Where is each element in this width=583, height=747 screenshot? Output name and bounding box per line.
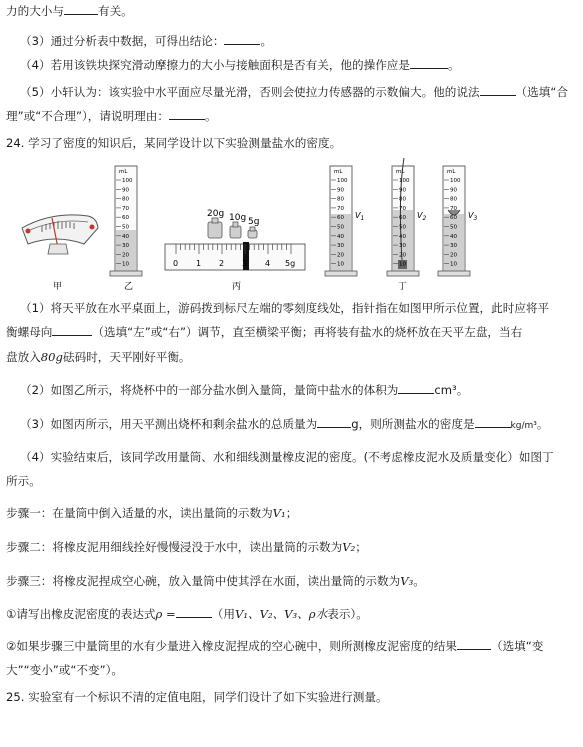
q24-sub1: ①请写出橡皮泥密度的表达式ρ = （用V₁、V₂、V₃、ρ水表示）。 — [6, 607, 368, 621]
q24-item4-a: （4）实验结束后，该同学改用量筒、水和细线测量橡皮泥的密度。(不考虑橡皮泥水及质量变化）如图丁 — [20, 450, 554, 464]
cylinder-tick-label: 90 — [399, 187, 406, 194]
cylinder-tick-label: 40 — [450, 233, 457, 240]
answer-blank[interactable] — [52, 324, 92, 336]
q23-item4: （4）若用该铁块探究滑动摩擦力的大小与接触面积是否有关，他的操作应是 。 — [20, 58, 460, 72]
cylinder-tick-label: 100 — [450, 178, 461, 184]
label-v2: $V_2$ — [417, 211, 427, 222]
q24-step3: 步骤三：将橡皮泥捏成空心碗，放入量筒中使其浮在水面，读出量筒的示数为V₃。 — [6, 574, 425, 588]
q24-step1: 步骤一：在量筒中倒入适量的水，读出量筒的示数为V₁； — [6, 506, 298, 520]
cylinder-tick-label: 30 — [337, 243, 344, 250]
svg-text:mL: mL — [396, 169, 405, 175]
ruler-tick-3: 3 — [242, 259, 248, 268]
cylinder-tick-label: 60 — [450, 215, 457, 222]
label-ding: 丁 — [398, 282, 408, 292]
svg-text:mL: mL — [119, 169, 128, 175]
q24-sub2-a: ②如果步骤三中量筒里的水有少量进入橡皮泥捏成的空心碗中，则所测橡皮泥密度的结果 （选填“变 — [6, 639, 544, 653]
cylinder-tick-label: 40 — [399, 233, 406, 240]
q24-sub2-b: 大”“变小”或“不变”）。 — [6, 663, 123, 677]
answer-blank[interactable] — [410, 57, 448, 69]
cylinder-tick-label: 50 — [122, 224, 129, 231]
weight-5g: 5g — [248, 217, 260, 227]
q24-item4-b: 所示。 — [6, 474, 41, 488]
cylinder-tick-label: 20 — [122, 252, 129, 259]
q24-item1-a: （1）将天平放在水平桌面上，游码拨到标尺左端的零刻度线处，指针指在如图甲所示位置，此时应将平 — [20, 301, 550, 315]
weight-20g: 20g — [207, 209, 225, 219]
cylinder-tick-label: 70 — [450, 205, 457, 212]
answer-blank[interactable] — [169, 108, 205, 120]
answer-blank[interactable] — [64, 3, 98, 15]
cylinder-tick-label: 80 — [450, 196, 457, 203]
cylinder-tick-label: 90 — [450, 187, 457, 194]
balance-dial — [22, 215, 98, 254]
cylinder-tick-label: 100 — [337, 178, 348, 184]
cylinder-tick-label: 10 — [399, 261, 406, 268]
answer-blank[interactable] — [224, 33, 260, 45]
ruler-tick-0: 0 — [173, 259, 179, 268]
answer-blank[interactable] — [475, 416, 511, 428]
q24-step2: 步骤二：将橡皮泥用细线拴好慢慢浸没于水中，读出量筒的示数为V₂； — [6, 540, 367, 554]
q24-title: 24. 学习了密度的知识后，某同学设计以下实验测量盐水的密度。 — [6, 136, 342, 150]
label-v3: $V_3$ — [468, 211, 478, 222]
experiment-figure — [0, 156, 583, 296]
q24-item1-d: 盘放入80g砝码时，天平刚好平衡。 — [6, 350, 191, 364]
cylinder-tick-label: 60 — [399, 215, 406, 222]
cylinder-tick-label: 10 — [450, 261, 457, 268]
label-yi: 乙 — [124, 282, 134, 292]
cylinder-tick-label: 30 — [122, 243, 129, 250]
ruler-tick-5: 5g — [285, 259, 296, 268]
weight-10g: 10g — [229, 213, 247, 223]
answer-blank[interactable] — [176, 606, 212, 618]
q25-title: 25. 实验室有一个标识不清的定值电阻，同学们设计了如下实验进行测量。 — [6, 690, 388, 704]
label-v1: $V_1$ — [355, 211, 365, 222]
cylinder-tick-label: 40 — [337, 233, 344, 240]
cylinder-tick-label: 50 — [337, 224, 344, 231]
cylinder-tick-label: 30 — [399, 243, 406, 250]
cylinder-tick-label: 10 — [122, 261, 129, 268]
cylinder-tick-label: 60 — [122, 215, 129, 222]
cylinder-tick-label: 50 — [450, 224, 457, 231]
answer-blank[interactable] — [398, 382, 434, 394]
cylinder-tick-label: 20 — [450, 252, 457, 259]
ruler-tick-2: 2 — [219, 259, 225, 268]
cylinder-tick-label: 80 — [399, 196, 406, 203]
ruler — [165, 242, 305, 270]
q23-line0: 力的大小与 有关。 — [6, 4, 133, 18]
cylinder-tick-label: 90 — [122, 187, 129, 194]
cylinder-tick-label: 40 — [122, 233, 129, 240]
cylinder-tick-label: 20 — [399, 252, 406, 259]
cylinder-tick-label: 80 — [337, 196, 344, 203]
ruler-tick-1: 1 — [196, 259, 202, 268]
cylinder-tick-label: 50 — [399, 224, 406, 231]
label-bing: 丙 — [232, 282, 242, 292]
answer-blank[interactable] — [317, 416, 351, 428]
svg-text:mL: mL — [334, 169, 343, 175]
ruler-tick-4: 4 — [265, 259, 271, 268]
cylinder-tick-label: 30 — [450, 243, 457, 250]
q23-item5-cont: 理”或“不合理”），请说明理由： 。 — [6, 109, 217, 123]
cylinder-tick-label: 70 — [399, 205, 406, 212]
svg-text:mL: mL — [447, 169, 456, 175]
q23-item3: （3）通过分析表中数据，可得出结论： 。 — [20, 34, 273, 48]
cylinder-tick-label: 10 — [337, 261, 344, 268]
q24-item2: （2）如图乙所示，将烧杯中的一部分盐水倒入量筒，量筒中盐水的体积为 cm³。 — [20, 383, 469, 397]
cylinder-tick-label: 100 — [122, 178, 133, 184]
cylinder-tick-label: 20 — [337, 252, 344, 259]
cylinder-tick-label: 70 — [337, 205, 344, 212]
cylinder-tick-label: 90 — [337, 187, 344, 194]
cylinder-tick-label: 60 — [337, 215, 344, 222]
q23-item5: （5）小轩认为：该实验中水平面应尽量光滑，否则会使拉力传感器的示数偏大。他的说法 （选填“合 — [20, 85, 568, 99]
q24-item3: （3）如图丙所示，用天平测出烧杯和剩余盐水的总质量为 g，则所测盐水的密度是 kg/m³。 — [20, 417, 549, 431]
answer-blank[interactable] — [480, 84, 516, 96]
q24-item1-b: 衡螺母向 （选填“左”或“右”）调节，直至横梁平衡；再将装有盐水的烧杯放在天平左盘，当右 — [6, 325, 523, 339]
cylinder-tick-label: 70 — [122, 205, 129, 212]
answer-blank[interactable] — [457, 638, 491, 650]
cylinder-tick-label: 80 — [122, 196, 129, 203]
cylinder-tick-label: 100 — [399, 178, 410, 184]
label-jia: 甲 — [53, 282, 63, 292]
